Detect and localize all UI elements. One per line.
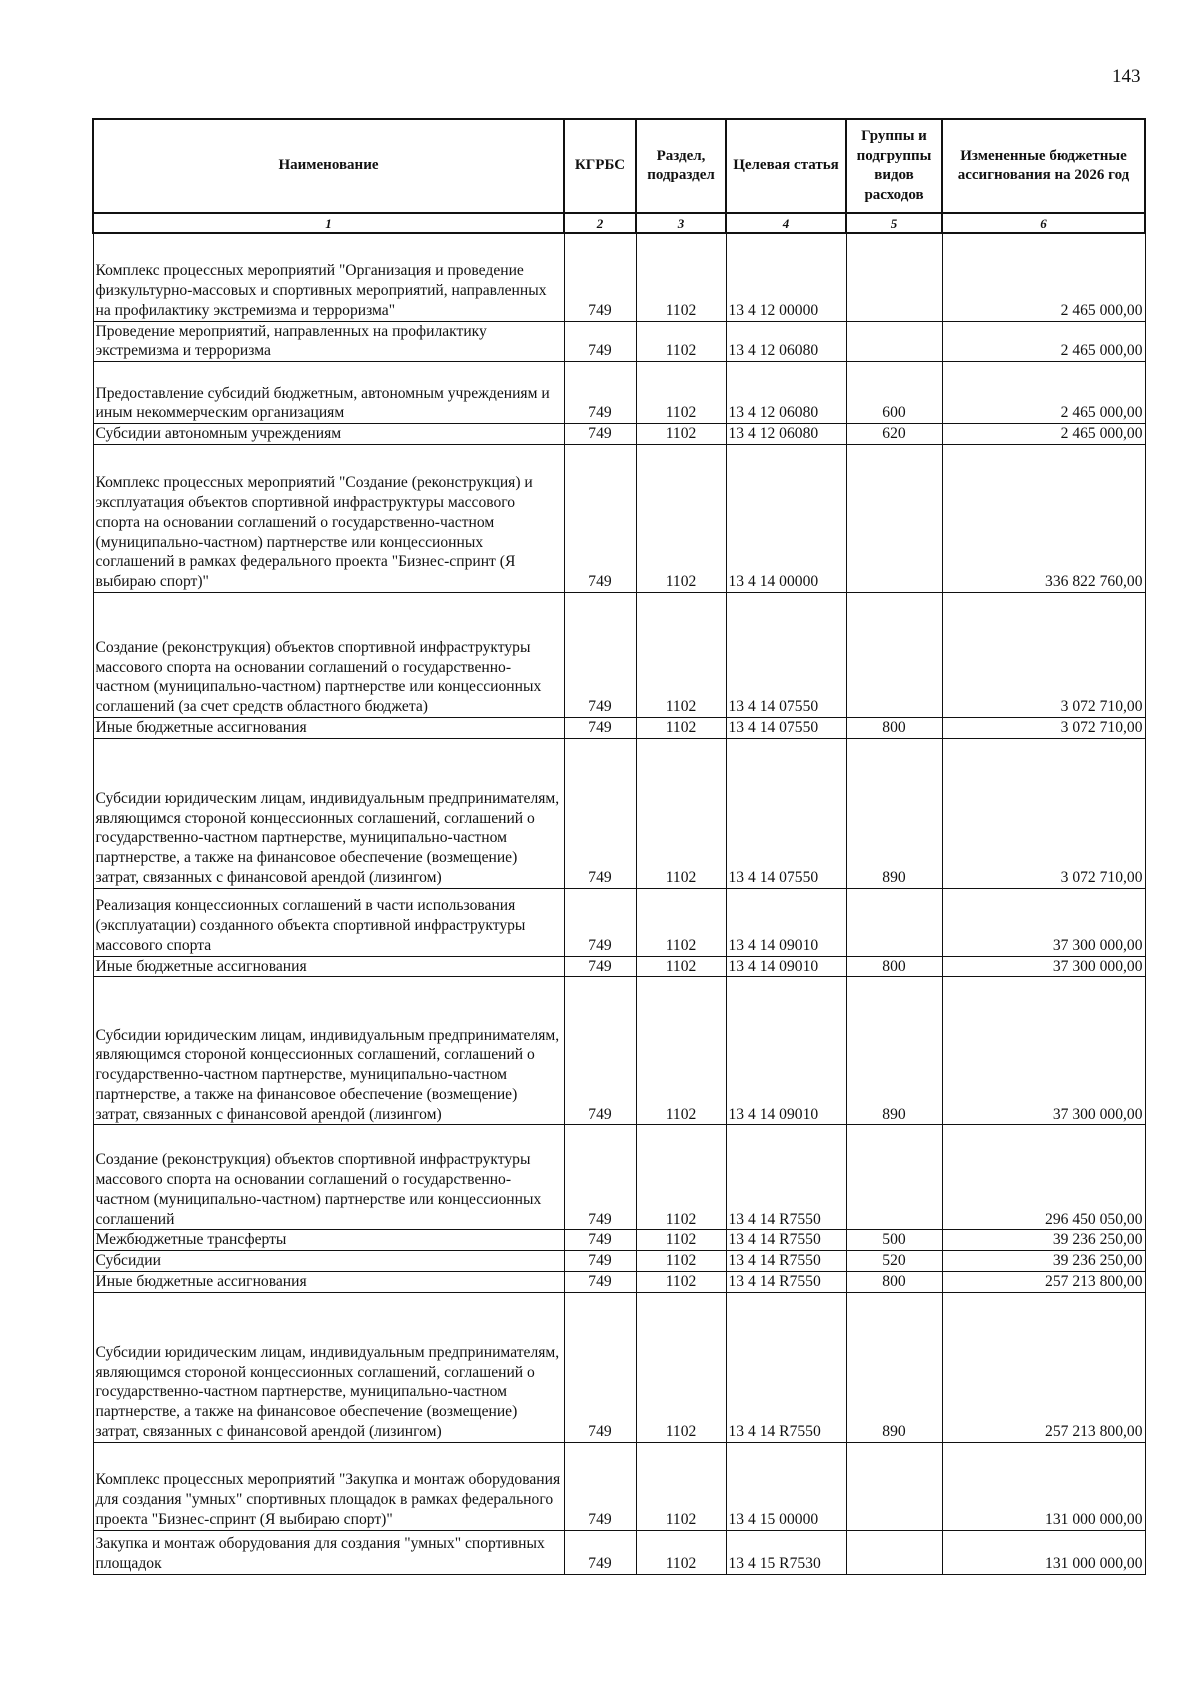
- header-group: Группы и подгруппы видов расходов: [846, 119, 942, 213]
- row-group: 890: [846, 1292, 942, 1442]
- row-kgrbs: 749: [564, 1251, 636, 1272]
- row-target: 13 4 12 06080: [726, 321, 846, 362]
- row-section: 1102: [636, 888, 726, 956]
- page-number: 143: [1112, 66, 1141, 87]
- row-group: [846, 233, 942, 321]
- row-name: Комплекс процессных мероприятий "Закупка и монтаж оборудования для создания "умных" спортивных площадок в рамках федерального проекта "Бизнес-спринт (Я выбираю спорт)": [93, 1442, 564, 1530]
- row-amount: 131 000 000,00: [942, 1442, 1145, 1530]
- column-number: 4: [726, 213, 846, 233]
- row-group: [846, 321, 942, 362]
- row-kgrbs: 749: [564, 977, 636, 1125]
- row-group: [846, 444, 942, 592]
- row-name: Комплекс процессных мероприятий "Организация и проведение физкультурно-массовых и спортивных мероприятий, направленных на профилактику экстремизма и терроризма": [93, 233, 564, 321]
- table-row: [93, 1530, 1145, 1574]
- row-name: Иные бюджетные ассигнования: [93, 717, 564, 738]
- column-number: 2: [564, 213, 636, 233]
- row-amount: 296 450 050,00: [942, 1125, 1145, 1230]
- row-kgrbs: 749: [564, 424, 636, 445]
- row-target: 13 4 14 09010: [726, 888, 846, 956]
- row-group: 600: [846, 362, 942, 424]
- header-target: Целевая статья: [726, 119, 846, 213]
- row-group: [846, 888, 942, 956]
- row-target: 13 4 14 00000: [726, 444, 846, 592]
- row-amount: 3 072 710,00: [942, 717, 1145, 738]
- row-amount: 39 236 250,00: [942, 1230, 1145, 1251]
- row-target: 13 4 15 R7530: [726, 1530, 846, 1574]
- row-name: Реализация концессионных соглашений в части использования (эксплуатации) созданного объекта спортивной инфраструктуры массового спорта: [93, 888, 564, 956]
- row-name: Создание (реконструкция) объектов спортивной инфраструктуры массового спорта на основании соглашений о государственно-частном (муниципально-частном) партнерстве или концессионных соглашений (за счет средств областного бюджета): [93, 592, 564, 717]
- header-name: Наименование: [93, 119, 564, 213]
- table-row: [93, 1292, 1145, 1442]
- row-group: 800: [846, 956, 942, 977]
- column-number: 5: [846, 213, 942, 233]
- row-amount: 131 000 000,00: [942, 1530, 1145, 1574]
- row-kgrbs: 749: [564, 1442, 636, 1530]
- row-target: 13 4 12 06080: [726, 424, 846, 445]
- row-kgrbs: 749: [564, 233, 636, 321]
- row-group: 800: [846, 1272, 942, 1293]
- row-group: 890: [846, 738, 942, 888]
- row-target: 13 4 14 07550: [726, 738, 846, 888]
- row-group: [846, 1442, 942, 1530]
- row-target: 13 4 14 R7550: [726, 1272, 846, 1293]
- row-kgrbs: 749: [564, 888, 636, 956]
- row-group: 520: [846, 1251, 942, 1272]
- column-number: 6: [942, 213, 1145, 233]
- row-name: Предоставление субсидий бюджетным, автономным учреждениям и иным некоммерческим организациям: [93, 362, 564, 424]
- row-group: 800: [846, 717, 942, 738]
- header-kgrbs: КГРБС: [564, 119, 636, 213]
- row-kgrbs: 749: [564, 321, 636, 362]
- row-amount: 2 465 000,00: [942, 424, 1145, 445]
- row-group: [846, 592, 942, 717]
- row-section: 1102: [636, 444, 726, 592]
- row-name: Закупка и монтаж оборудования для создания "умных" спортивных площадок: [93, 1530, 564, 1574]
- row-kgrbs: 749: [564, 1230, 636, 1251]
- row-target: 13 4 14 09010: [726, 977, 846, 1125]
- table-row: [93, 956, 1145, 977]
- row-group: [846, 1125, 942, 1230]
- row-amount: 3 072 710,00: [942, 592, 1145, 717]
- row-kgrbs: 749: [564, 1292, 636, 1442]
- row-section: 1102: [636, 1530, 726, 1574]
- row-section: 1102: [636, 1251, 726, 1272]
- row-kgrbs: 749: [564, 592, 636, 717]
- row-section: 1102: [636, 424, 726, 445]
- column-number: 3: [636, 213, 726, 233]
- row-target: 13 4 14 09010: [726, 956, 846, 977]
- row-group: [846, 1530, 942, 1574]
- row-amount: 257 213 800,00: [942, 1292, 1145, 1442]
- row-section: 1102: [636, 233, 726, 321]
- table-row: [93, 362, 1145, 424]
- row-kgrbs: 749: [564, 1272, 636, 1293]
- row-name: Межбюджетные трансферты: [93, 1230, 564, 1251]
- row-kgrbs: 749: [564, 956, 636, 977]
- row-target: 13 4 12 06080: [726, 362, 846, 424]
- row-section: 1102: [636, 717, 726, 738]
- row-kgrbs: 749: [564, 1530, 636, 1574]
- table-header-row: [93, 119, 1145, 213]
- row-amount: 336 822 760,00: [942, 444, 1145, 592]
- row-amount: 2 465 000,00: [942, 362, 1145, 424]
- row-kgrbs: 749: [564, 717, 636, 738]
- column-number: 1: [93, 213, 564, 233]
- table-row: [93, 1230, 1145, 1251]
- row-name: Проведение мероприятий, направленных на профилактику экстремизма и терроризма: [93, 321, 564, 362]
- table-row: [93, 977, 1145, 1125]
- row-name: Субсидии: [93, 1251, 564, 1272]
- row-section: 1102: [636, 956, 726, 977]
- row-section: 1102: [636, 1442, 726, 1530]
- table-row: [93, 321, 1145, 362]
- row-target: 13 4 15 00000: [726, 1442, 846, 1530]
- table-row: [93, 424, 1145, 445]
- row-section: 1102: [636, 1230, 726, 1251]
- row-kgrbs: 749: [564, 444, 636, 592]
- row-kgrbs: 749: [564, 362, 636, 424]
- row-section: 1102: [636, 362, 726, 424]
- row-name: Субсидии юридическим лицам, индивидуальным предпринимателям, являющимся стороной концессионных соглашений, соглашений о государственно-частном партнерстве, муниципально-частном партнерстве, а также на финансовое обеспечение (возмещение) затрат, связанных с финансовой арендой (лизингом): [93, 738, 564, 888]
- table-row: [93, 738, 1145, 888]
- row-name: Иные бюджетные ассигнования: [93, 956, 564, 977]
- row-kgrbs: 749: [564, 738, 636, 888]
- row-target: 13 4 14 R7550: [726, 1292, 846, 1442]
- row-target: 13 4 14 07550: [726, 592, 846, 717]
- column-number-row: [93, 213, 1145, 233]
- row-amount: 37 300 000,00: [942, 888, 1145, 956]
- row-group: 890: [846, 977, 942, 1125]
- row-section: 1102: [636, 321, 726, 362]
- row-section: 1102: [636, 592, 726, 717]
- header-section: Раздел, подраздел: [636, 119, 726, 213]
- row-section: 1102: [636, 1292, 726, 1442]
- row-amount: 37 300 000,00: [942, 977, 1145, 1125]
- row-name: Иные бюджетные ассигнования: [93, 1272, 564, 1293]
- row-target: 13 4 14 07550: [726, 717, 846, 738]
- row-target: 13 4 12 00000: [726, 233, 846, 321]
- table-row: [93, 1251, 1145, 1272]
- row-group: 500: [846, 1230, 942, 1251]
- table-body: [93, 233, 1145, 1574]
- row-target: 13 4 14 R7550: [726, 1125, 846, 1230]
- table-row: [93, 233, 1145, 321]
- table-row: [93, 717, 1145, 738]
- row-amount: 3 072 710,00: [942, 738, 1145, 888]
- row-section: 1102: [636, 738, 726, 888]
- row-target: 13 4 14 R7550: [726, 1251, 846, 1272]
- table-row: [93, 592, 1145, 717]
- row-name: Создание (реконструкция) объектов спортивной инфраструктуры массового спорта на основании соглашений о государственно-частном (муниципально-частном) партнерстве или концессионных соглашений: [93, 1125, 564, 1230]
- row-amount: 257 213 800,00: [942, 1272, 1145, 1293]
- row-section: 1102: [636, 977, 726, 1125]
- row-section: 1102: [636, 1272, 726, 1293]
- table-row: [93, 888, 1145, 956]
- header-amount: Измененные бюджетные ассигнования на 2026 год: [942, 119, 1145, 213]
- row-amount: 37 300 000,00: [942, 956, 1145, 977]
- row-target: 13 4 14 R7550: [726, 1230, 846, 1251]
- table-row: [93, 1442, 1145, 1530]
- row-name: Субсидии юридическим лицам, индивидуальным предпринимателям, являющимся стороной концессионных соглашений, соглашений о государственно-частном партнерстве, муниципально-частном партнерстве, а также на финансовое обеспечение (возмещение) затрат, связанных с финансовой арендой (лизингом): [93, 1292, 564, 1442]
- row-kgrbs: 749: [564, 1125, 636, 1230]
- row-amount: 2 465 000,00: [942, 321, 1145, 362]
- table-row: [93, 1272, 1145, 1293]
- table-row: [93, 444, 1145, 592]
- row-amount: 2 465 000,00: [942, 233, 1145, 321]
- row-name: Субсидии юридическим лицам, индивидуальным предпринимателям, являющимся стороной концессионных соглашений, соглашений о государственно-частном партнерстве, муниципально-частном партнерстве, а также на финансовое обеспечение (возмещение) затрат, связанных с финансовой арендой (лизингом): [93, 977, 564, 1125]
- row-amount: 39 236 250,00: [942, 1251, 1145, 1272]
- row-section: 1102: [636, 1125, 726, 1230]
- row-name: Комплекс процессных мероприятий "Создание (реконструкция) и эксплуатация объектов спортивной инфраструктуры массового спорта на основании соглашений о государственно-частном (муниципально-частном) партнерстве или концессионных соглашений в рамках федерального проекта "Бизнес-спринт (Я выбираю спорт)": [93, 444, 564, 592]
- budget-table: [92, 118, 1146, 1575]
- row-name: Субсидии автономным учреждениям: [93, 424, 564, 445]
- table-row: [93, 1125, 1145, 1230]
- row-group: 620: [846, 424, 942, 445]
